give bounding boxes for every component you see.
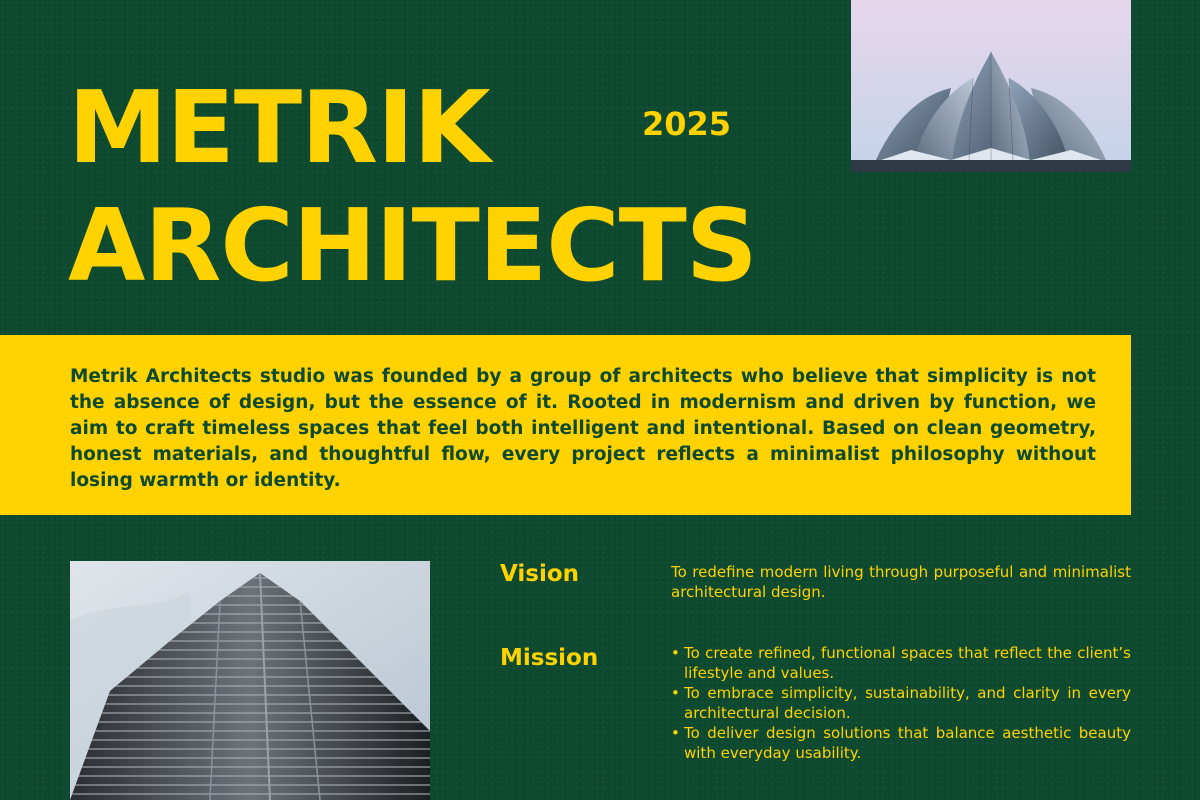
mission-item — [671, 683, 1131, 723]
bullet-icon: • — [671, 724, 680, 742]
title-line-1: METRIK — [68, 69, 490, 186]
vision-heading: Vision — [500, 561, 580, 587]
vision-text: To redefine modern living through purposeful and minimalist architectural design. — [671, 563, 1131, 601]
mission-heading: Mission — [500, 645, 599, 671]
mission-item — [671, 643, 1131, 683]
mission-item-text: To deliver design solutions that balance aesthetic beauty with everyday usability. — [684, 724, 1131, 762]
lotus-building-photo — [851, 0, 1131, 172]
year-label: 2025 — [642, 105, 732, 143]
title-line-2: ARCHITECTS — [68, 187, 757, 304]
skyscraper-photo — [70, 561, 430, 800]
mission-list — [671, 643, 1131, 763]
bullet-icon: • — [671, 644, 680, 662]
mission-item-text: To create refined, functional spaces that reflect the client’s lifestyle and values. — [684, 644, 1131, 682]
mission-item-text: To embrace simplicity, sustainability, and clarity in every architectural decision. — [684, 684, 1131, 722]
intro-paragraph: Metrik Architects studio was founded by a group of architects who believe that simplicity is not the absence of design, but the essence of it. Rooted in modernism and driven by function, we aim to craft timeless spaces that feel both intelligent and intentional. Based on clean geometry, honest materials, and thoughtful flow, every project reflects a minimalist philosophy without losing warmth or identity. — [70, 366, 1096, 491]
mission-item — [671, 723, 1131, 763]
bullet-icon: • — [671, 684, 680, 702]
